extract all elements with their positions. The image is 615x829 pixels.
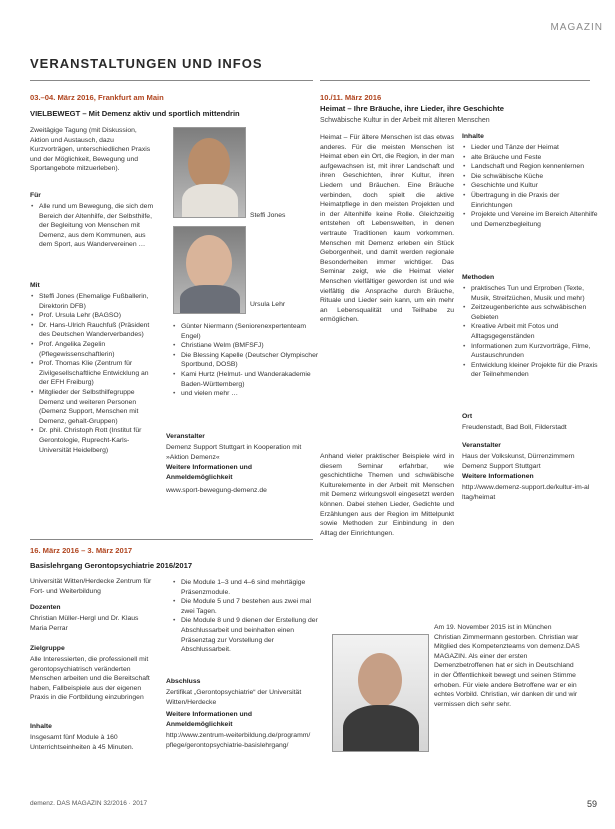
event3-date: 16. März 2016 – 3. März 2017 (30, 546, 133, 555)
list-item: • praktisches Tun und Erproben (Texte, Musik, Streifzüchen, Musik und mehr) (471, 284, 599, 303)
list-item: • Die Module 5 und 7 bestehen aus zwei mal zwei Tagen. (181, 597, 321, 616)
list-item: • Die Module 8 und 9 dienen der Erstellung der Abschlussarbeit und beinhalten einen Präsenztag zur Vorstellung der Abschlussarbeit. (181, 616, 321, 654)
event2-ort: Freudenstadt, Bad Boll, Filderstadt (462, 424, 567, 431)
event3-info-link[interactable]: http://www.zentrum-weiterbildung.de/programm/pflege/gerontopsychiatrie-basislehrgang/ (166, 732, 311, 749)
list-item: • Steffi Jones (Ehemalige Fußballerin, Direktorin DFB) (39, 292, 159, 311)
event3-zielgruppe-label: Zielgruppe (30, 645, 65, 652)
list-item: • Kreative Arbeit mit Fotos und Alltagsgegenständen (471, 322, 599, 341)
event1-info-label: Weitere Informationen und Anmeldemöglichkeit (166, 464, 252, 481)
list-item: • Lieder und Tänze der Heimat (471, 143, 599, 153)
divider (30, 80, 313, 81)
list-item: • Die Module 1–3 und 4–6 sind mehrtägige Präsenzmodule. (181, 578, 321, 597)
page-number: 59 (586, 799, 597, 809)
event3-inhalte: Insgesamt fünf Module à 160 Unterrichtseinheiten à 45 Minuten. (30, 734, 134, 751)
photo-christian-zimmermann (332, 634, 429, 752)
event2-body-2: Anhand vieler praktischer Beispiele wird in diesem Seminar erfahrbar, wie geschichtliche Themen und schwäbische Kulturelemente in der Arbeit mit Menschen mit Demenz wirkungsvoll eingesetzt werden können. Dabei stehen Lieder, Gedichte und Erzählungen aus der Region im Mittelpunkt sowie Methoden zur Einbindung in den Alltag der Einrichtungen. (320, 453, 454, 537)
list-item: • alte Bräuche und Feste (471, 153, 599, 163)
list-item: • Projekte und Vereine im Bereich Altenhilfe und Demenzbegleitung (471, 210, 599, 229)
list-item: • Günter Niermann (Seniorenexpertenteam Engel) (181, 322, 319, 341)
list-item: • Dr. phil. Christoph Rott (Institut für Gerontologie, Ruprecht-Karls-Universität Heidelberg) (39, 426, 159, 455)
event2-title: Heimat – Ihre Bräuche, ihre Lieder, ihre Geschichte (320, 104, 505, 113)
footer-credit: demenz. DAS MAGAZIN 32/2016 · 2017 (30, 800, 148, 807)
page-title: VERANSTALTUNGEN UND INFOS (30, 56, 263, 71)
photo-steffi-jones (173, 127, 246, 218)
event2-inhalte-list (462, 143, 599, 229)
list-item: • Zeitzeugenberichte aus schwäbischen Gebieten (471, 303, 599, 322)
event2-inhalte-label: Inhalte (462, 133, 484, 140)
event1-veranstalter: Demenz Support Stuttgart in Kooperation mit »Aktion Demenz« (166, 444, 302, 461)
divider (30, 539, 313, 540)
event2-subtitle: Schwäbische Kultur in der Arbeit mit älteren Menschen (320, 117, 490, 124)
event3-abschluss-label: Abschluss (166, 678, 201, 685)
event3-intro: Universität Witten/Herdecke Zentrum für Fort- und Weiterbildung (30, 578, 152, 595)
list-item: • Geschichte und Kultur (471, 181, 599, 191)
event3-dozenten: Christian Müller-Hergl und Dr. Klaus Maria Perrar (30, 615, 139, 632)
divider (320, 80, 590, 81)
photo-ursula-lehr (173, 226, 246, 314)
event3-info-label: Weitere Informationen und Anmeldemöglichkeit (166, 711, 252, 728)
list-item: • Übertragung in die Praxis der Einrichtungen (471, 191, 599, 210)
list-item: • Prof. Angelika Zegelin (Pflegewissenschaftlerin) (39, 340, 159, 359)
event1-date: 03.–04. März 2016, Frankfurt am Main (30, 93, 164, 102)
event2-veranstalter: Haus der Volkskunst, Dürrenzimmern Demenz Support Stuttgart (462, 453, 575, 470)
event1-fuer-list (30, 202, 159, 250)
event2-info-link[interactable]: http://www.demenz-support.de/kultur-im-alltag/heimat (462, 484, 590, 501)
photo1-caption: Steffi Jones (250, 212, 286, 219)
event1-mit-label: Mit (30, 282, 40, 289)
event2-date: 10./11. März 2016 (320, 93, 382, 102)
event3-module-list (172, 578, 321, 655)
event2-info-label: Weitere Informationen (462, 473, 534, 480)
event2-methoden-list (462, 284, 599, 380)
section-label: MAGAZIN (550, 22, 603, 33)
list-item: • Prof. Ursula Lehr (BAGSO) (39, 311, 159, 321)
event1-intro: Zweitägige Tagung (mit Diskussion, Aktion und Austausch, dazu Kurzvorträgen, unterschiedlichen Praxis und der Möglichkeit, Bewegung und Sportangebote mitzuerleben). (30, 127, 151, 173)
list-item: • Mitglieder der Selbsthilfegruppe Demenz und weiteren Personen (Demenz Support, Menschen mit Demenz, gehalt-Gruppen) (39, 388, 159, 426)
event1-info-link[interactable]: www.sport-bewegung-demenz.de (166, 487, 267, 494)
event1-fuer-label: Für (30, 192, 41, 199)
event3-dozenten-label: Dozenten (30, 604, 61, 611)
event2-ort-label: Ort (462, 413, 473, 420)
event2-body-1: Heimat – Für ältere Menschen ist das etwas anderes. Für die meisten Menschen ist Heimat eben ein Ort, die Region, in der man aufgewachsen ist, mit ihrer Landschaft und ihren Geschichten, ihrer Kultur, ihren Liedern und Bräuchen. Eine Bräuche verbinden, doch spielt die aktive Heimatpflege in den meisten Projekten und in der Altenhilfe keine Rolle. Gleichzeitig entstehen oft Lebenswelten, in denen vertraute Traditionen kaum vorkommen. Menschen mit Demenz erleben ein Stück Geborgenheit, und damit werden regionale Besonderheiten immer wichtiger. Das Seminar zeigt, wie die Heimat vieler Menschen vielfältiger geworden ist und wie vielfältig die Ansprache durch Bräuche, Rituale und Lieder sein kann, um ein mehr an Lebensqualität und Teilhabe zu ermöglichen. (320, 134, 454, 324)
event2-methoden-label: Methoden (462, 274, 495, 281)
event1-veranstalter-label: Veranstalter (166, 433, 205, 440)
list-item: • Prof. Thomas Klie (Zentrum für Zivilgesellschaftliche Entwicklung an der EFH Freiburg) (39, 359, 159, 388)
obituary-text: Am 19. November 2015 ist in München Christian Zimmermann gestorben. Christian war Mitglied des Kompetenzteams von demenz.DAS MAGAZIN. Als einer der ersten Demenzbetroffenen hat er sich in Deutschland in der Öffentlichkeit bewegt und seinen Stimme erhoben. Für viele andere Betroffene war er ein echtes Vorbild. Christian, wir danken dir und wir vermissen dich sehr sehr. (434, 624, 580, 708)
list-item: • Christiane Welm (BMFSFJ) (181, 341, 319, 351)
event1-title: VIELBEWEGT – Mit Demenz aktiv und sportlich mittendrin (30, 109, 240, 118)
list-item: • und vielen mehr … (181, 389, 319, 399)
event1-mit-list-2 (172, 322, 319, 399)
list-item: • Landschaft und Region kennenlernen (471, 162, 599, 172)
event3-abschluss: Zertifikat „Gerontopsychiatrie“ der Universität Witten/Herdecke (166, 689, 302, 706)
list-item: • Entwicklung kleiner Projekte für die Praxis der Teilnehmenden (471, 361, 599, 380)
list-item: • Kami Hurtz (Helmut- und Wanderakademie Baden-Württemberg) (181, 370, 319, 389)
photo2-caption: Ursula Lehr (250, 301, 286, 308)
list-item: • Alle rund um Bewegung, die sich dem Bereich der Altenhilfe, der Selbsthilfe, der Begleitung von Menschen mit Demenz, aus dem Kommunen, aus dem Sport, aus Wandervereinen … (39, 202, 159, 250)
event1-mit-list (30, 292, 159, 455)
list-item: • Dr. Hans-Ulrich Rauchfuß (Präsident des Deutschen Wanderverbandes) (39, 321, 159, 340)
list-item: • Informationen zum Kurzvorträge, Filme, Austauschrunden (471, 342, 599, 361)
list-item: • Die schwäbische Küche (471, 172, 599, 182)
event3-title: Basislehrgang Gerontopsychiatrie 2016/2017 (30, 561, 193, 570)
event2-veranstalter-label: Veranstalter (462, 442, 501, 449)
list-item: • Die Blessing Kapelle (Deutscher Olympischer Sportbund, DOSB) (181, 351, 319, 370)
event3-zielgruppe: Alle Interessierten, die professionell mit gerontopsychiatrisch veränderten Menschen arbeiten und die Bereitschaft haben, Fallbeispiele aus der eigenen Praxis in die Fortbildung einzubringen (30, 656, 150, 702)
event3-inhalte-label: Inhalte (30, 723, 52, 730)
